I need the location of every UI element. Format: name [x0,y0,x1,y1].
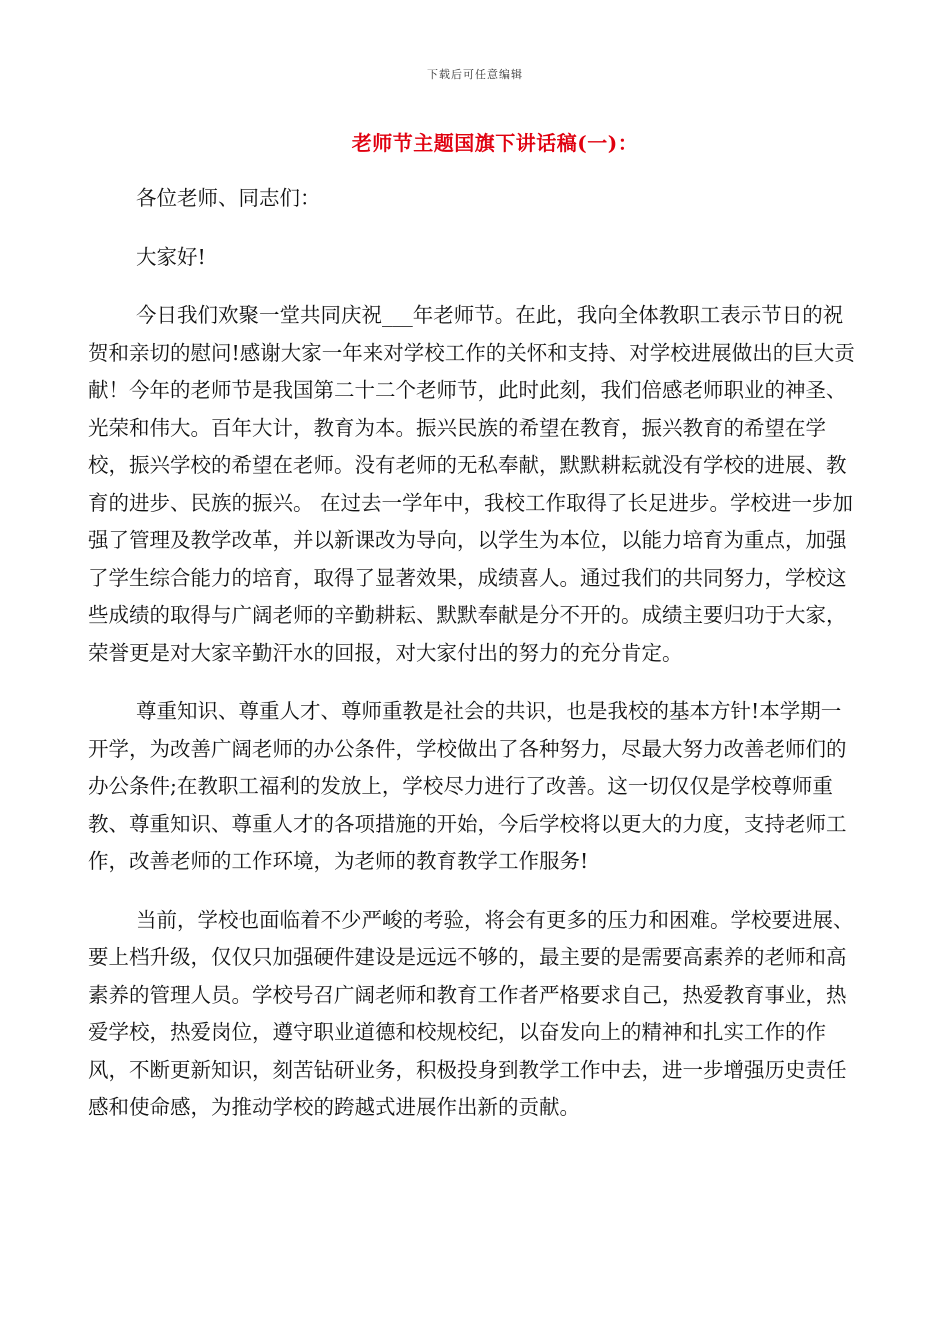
greeting: 大家好! [136,244,206,269]
paragraph-3: 当前，学校也面临着不少严峻的考验，将会有更多的压力和困难。学校要进展、要上档升级，仅仅只加强硬件建设是远远不够的，最主要的是需要高素养的老师和高素养的管理人员。学校号召广阔老师和教育工作者严格要求自己，热爱教育事业，热爱学校，热爱岗位，遵守职业道德和校规校纪，以奋发向上的精神和扎实工作的作风，不断更新知识，刻苦钻研业务，积极投身到教学工作中去，进一步增强历史责任感和使命感，为推动学校的跨越式进展作出新的贡献。 [88,907,854,1119]
paragraph-1: 今日我们欢聚一堂共同庆祝___年老师节。在此，我向全体教职工表示节日的祝贺和亲切的慰问!感谢大家一年来对学校工作的关怀和支持、对学校进展做出的巨大贡献！今年的老师节是我国第二十二个老师节，此时此刻，我们倍感老师职业的神圣、光荣和伟大。百年大计，教育为本。振兴民族的希望在教育，振兴教育的希望在学校，振兴学校的希望在老师。没有老师的无私奉献，默默耕耘就没有学校的进展、教育的进步、民族的振兴。 在过去一学年中，我校工作取得了长足进步。学校进一步加强了管理及教学改革，并以新课改为导向，以学生为本位，以能力培育为重点，加强了学生综合能力的培育，取得了显著效果，成绩喜人。通过我们的共同努力，学校这些成绩的取得与广阔老师的辛勤耕耘、默默奉献是分不开的。成绩主要归功于大家，荣誉更是对大家辛勤汗水的回报，对大家付出的努力的充分肯定。 [88,303,855,665]
document-title: 老师节主题国旗下讲话稿(一)： [351,131,639,155]
salutation: 各位老师、同志们： [136,186,321,210]
header-note: 下载后可任意编辑 [427,68,523,81]
document-body [88,180,860,1127]
paragraph-2: 尊重知识、尊重人才、尊师重教是社会的共识，也是我校的基本方针!本学期一开学，为改善广阔老师的办公条件，学校做出了各种努力，尽最大努力改善老师们的办公条件;在教职工福利的发放上，学校尽力进行了改善。这一切仅仅是学校尊师重教、尊重知识、尊重人才的各项措施的开始，今后学校将以更大的力度，支持老师工作，改善老师的工作环境，为老师的教育教学工作服务! [88,699,847,873]
